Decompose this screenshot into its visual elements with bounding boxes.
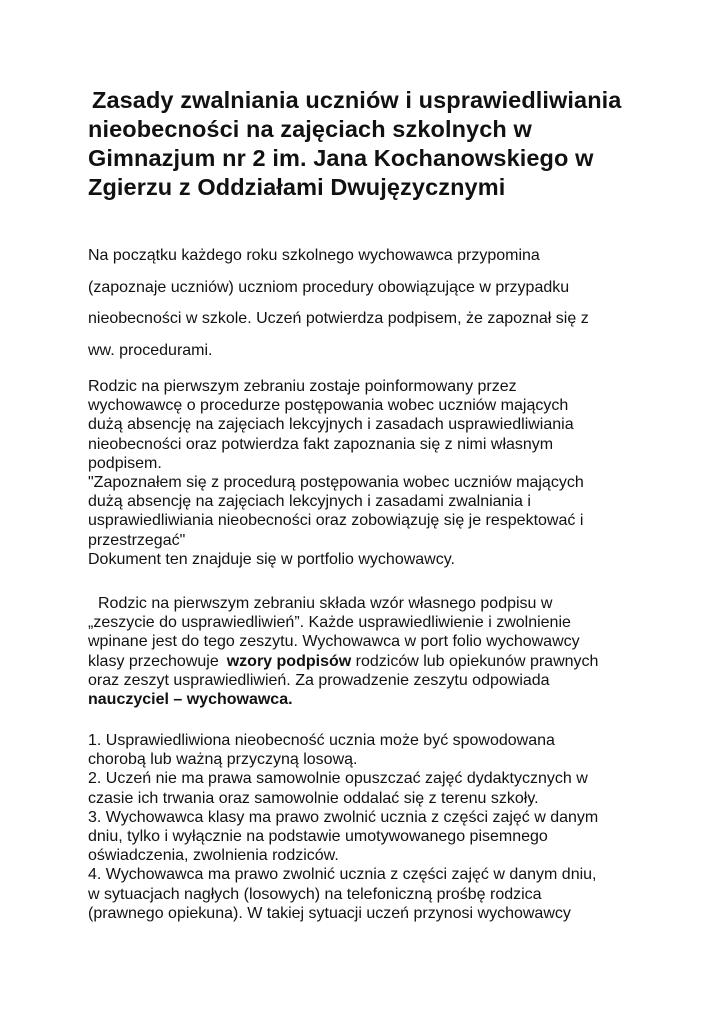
declaration-line: dużą absencję na zajęciach lekcyjnych i zasadami zwalniania i xyxy=(88,493,531,511)
list-item: 3. Wychowawca klasy ma prawo zwolnić ucznia z części zajęć w danym xyxy=(88,808,599,826)
intro-line: (zapoznaje uczniów) uczniom procedury obowiązujące w przypadku xyxy=(88,278,570,296)
paragraph-line: wpinane jest do tego zeszytu. Wychowawca w port folio wychowawcy xyxy=(88,633,580,651)
signature-specimens-emphasis: wzory podpisów xyxy=(226,652,352,670)
paragraph-line-text: klasy przechowuje xyxy=(88,652,219,670)
list-item-continuation: oświadczenia, zwolnienia rodziców. xyxy=(88,847,339,865)
list-item-continuation: chorobą lub ważną przyczyną losową. xyxy=(88,751,358,769)
paragraph-line: Dokument ten znajduje się w portfolio wychowawcy. xyxy=(88,550,455,568)
paragraph-line xyxy=(88,652,668,671)
signature-specimen-paragraph xyxy=(88,594,668,709)
title-line xyxy=(88,86,668,115)
declaration-line: usprawiedliwiania nieobecności oraz zobowiązuję się je respektować i xyxy=(88,512,584,530)
rules-list xyxy=(88,731,668,923)
declaration-line: przestrzegać" xyxy=(88,531,186,549)
paragraph-line: „zeszycie do usprawiedliwień”. Każde usprawiedliwienie i zwolnienie xyxy=(88,614,571,632)
paragraph-line-text: Rodzic na pierwszym zebraniu składa wzór własnego podpisu w xyxy=(98,595,553,612)
list-item: 1. Usprawiedliwiona nieobecność ucznia może być spowodowana xyxy=(88,732,555,749)
paragraph-line: podpisem. xyxy=(88,454,162,472)
list-item-continuation: czasie ich trwania oraz samowolnie oddalać się z terenu szkoły. xyxy=(88,789,539,807)
list-item-continuation: w sytuacjach nagłych (losowych) na telefoniczną prośbę rodzica xyxy=(88,885,542,903)
paragraph-line: wychowawcę o procedurze postępowania wobec uczniów mających xyxy=(88,397,569,415)
list-item-continuation: dniu, tylko i wyłącznie na podstawie umotywowanego pisemnego xyxy=(88,828,548,846)
intro-paragraph xyxy=(88,240,668,366)
paragraph-line: oraz zeszyt usprawiedliwień. Za prowadzenie zeszytu odpowiada xyxy=(88,671,550,689)
title-line: Zgierzu z Oddziałami Dwujęzycznymi xyxy=(88,174,506,200)
list-item-continuation: (prawnego opiekuna). W takiej sytuacji uczeń przynosi wychowawcy xyxy=(88,904,571,922)
paragraph-line xyxy=(88,594,668,613)
list-item: 2. Uczeń nie ma prawa samowolnie opuszczać zajęć dydaktycznych w xyxy=(88,770,588,788)
paragraph-line: Rodzic na pierwszym zebraniu zostaje poinformowany przez xyxy=(88,378,517,395)
list-item: 4. Wychowawca ma prawo zwolnić ucznia z części zajęć w danym dniu, xyxy=(88,866,597,884)
title-line: nieobecności na zajęciach szkolnych w xyxy=(88,116,532,142)
responsible-teacher-emphasis: nauczyciel – wychowawca. xyxy=(88,691,293,709)
intro-line: ww. procedurami. xyxy=(88,341,213,359)
intro-line: nieobecności w szkole. Uczeń potwierdza podpisem, że zapoznał się z xyxy=(88,310,589,327)
paragraph-line: dużą absencję na zajęciach lekcyjnych i zasadach usprawiedliwiania xyxy=(88,416,574,434)
title-line-text: Zasady zwalniania uczniów i usprawiedliwiania xyxy=(92,87,622,113)
paragraph-line-text: rodziców lub opiekunów prawnych xyxy=(351,652,599,670)
parent-information-paragraph xyxy=(88,377,668,569)
title-line: Gimnazjum nr 2 im. Jana Kochanowskiego w xyxy=(88,145,594,171)
document-title xyxy=(88,86,668,202)
declaration-line: "Zapoznałem się z procedurą postępowania wobec uczniów mających xyxy=(88,474,584,492)
paragraph-line: nieobecności oraz potwierdza fakt zapoznania się z nimi własnym xyxy=(88,435,554,453)
intro-line: Na początku każdego roku szkolnego wychowawca przypomina xyxy=(88,247,540,264)
